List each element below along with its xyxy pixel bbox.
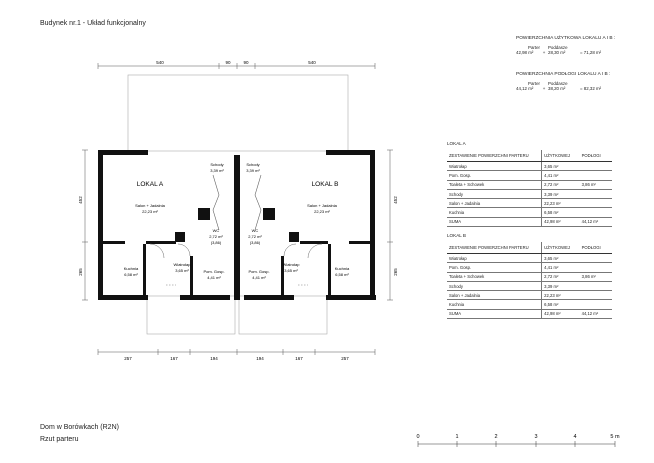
table-row <box>447 263 612 272</box>
cell: SUMA <box>447 217 542 226</box>
cell: 3,65 m² <box>542 162 580 171</box>
floor-col1: Parter <box>528 80 540 86</box>
cell: 44,12 m² <box>580 217 612 226</box>
cell: Pom. Gosp. <box>447 171 542 180</box>
table-row <box>447 189 612 198</box>
table-lokal-b <box>447 233 612 319</box>
table-b-header-3: PODŁOGI <box>580 242 612 254</box>
cell: 42,98 m² <box>542 217 580 226</box>
kuchnia-a-label: Kuchnia <box>123 266 139 271</box>
cell: 4,41 m² <box>542 171 580 180</box>
sheet-title: Budynek nr.1 - Układ funkcjonalny <box>40 20 146 27</box>
lokal-b-label: LOKAL B <box>311 181 339 188</box>
table-row <box>447 281 612 290</box>
wc-b-floor: (3,86) <box>249 240 261 245</box>
wc-b-area: 2,72 m² <box>248 234 262 239</box>
scale-tick-3: 3 <box>534 434 538 440</box>
cell <box>580 300 612 309</box>
roof-outline <box>128 75 348 151</box>
dim-bottom-3: 194 <box>210 356 218 361</box>
dimension-bottom <box>98 349 375 355</box>
cell: Kuchnia <box>447 300 542 309</box>
scale-bar <box>418 441 615 447</box>
cell <box>580 291 612 300</box>
cell: 3,86 m² <box>580 272 612 281</box>
table-a-header-1: ZESTAWIENIE POWIERZCHNI PARTERU <box>447 150 542 162</box>
floor-v2: 38,20 m² <box>548 86 566 92</box>
cell <box>580 189 612 198</box>
gosp-a-label: Pom. Gosp. <box>203 269 225 274</box>
usable-total: = 71,28 m² <box>580 50 602 56</box>
wiatrolap-b-area: 3,65 m² <box>284 268 298 273</box>
cell: Wiatrołap <box>447 254 542 263</box>
scale-tick-0: 0 <box>416 434 420 440</box>
wiatrolap-a-area: 3,65 m² <box>175 268 189 273</box>
kuchnia-b-area: 6,58 m² <box>335 272 349 277</box>
cell <box>580 162 612 171</box>
table-b-caption: LOKAL B <box>447 233 466 238</box>
schody-b-area: 3,39 m² <box>246 168 260 173</box>
cell: 3,86 m² <box>580 180 612 189</box>
cell: 22,23 m² <box>542 291 580 300</box>
table-row <box>447 272 612 281</box>
table-a-header-3: PODŁOGI <box>580 150 612 162</box>
wiatrolap-a-label: Wiatrołap <box>173 262 191 267</box>
usable-v2: 28,30 m² <box>548 50 566 56</box>
scale-tick-5: 5 m <box>610 434 620 440</box>
schody-a-label: Schody <box>210 162 224 167</box>
cell: 2,72 m² <box>542 180 580 189</box>
cell: Toaleta + Schowek <box>447 272 542 281</box>
wc-a-area: 2,72 m² <box>209 234 223 239</box>
dim-bottom-2: 167 <box>170 356 178 361</box>
gosp-a-area: 4,41 m² <box>207 275 221 280</box>
cell: Schody <box>447 281 542 290</box>
schody-b-label: Schody <box>246 162 260 167</box>
cell: 3,39 m² <box>542 281 580 290</box>
usable-area-heading: POWIERZCHNIA UŻYTKOWA LOKALU A I B : <box>516 36 616 41</box>
cell: Kuchnia <box>447 208 542 217</box>
usable-v1: 42,98 m² <box>516 50 534 56</box>
gosp-b-label: Pom. Gosp. <box>248 269 270 274</box>
usable-op: + <box>542 50 546 56</box>
salon-b-label: Salon + Jadalnia <box>307 203 337 208</box>
cell <box>580 263 612 272</box>
cell: 22,23 m² <box>542 199 580 208</box>
usable-col1: Parter <box>528 44 540 50</box>
scale-tick-1: 1 <box>455 434 459 440</box>
cell <box>580 171 612 180</box>
table-row <box>447 171 612 180</box>
scale-tick-4: 4 <box>573 434 577 440</box>
dim-top-2: 90 <box>225 60 231 65</box>
floor-v1: 44,12 m² <box>516 86 534 92</box>
dim-bottom-6: 257 <box>341 356 349 361</box>
table-row <box>447 180 612 189</box>
cell: 6,58 m² <box>542 300 580 309</box>
dim-top-3: 90 <box>243 60 249 65</box>
kuchnia-a-area: 6,58 m² <box>124 272 138 277</box>
drawing-name: Rzut parteru <box>40 436 79 443</box>
dim-bottom-4: 194 <box>256 356 264 361</box>
floor-area-summary <box>516 72 610 92</box>
dim-bottom-5: 167 <box>295 356 303 361</box>
table-a-caption: LOKAL A <box>447 141 466 146</box>
cell: Salon + Jadalnia <box>447 199 542 208</box>
cell <box>580 208 612 217</box>
table-a-header-2: UŻYTKOWEJ <box>542 150 580 162</box>
dim-side-left-2: 265 <box>78 268 83 276</box>
table-row <box>447 291 612 300</box>
dim-side-right-2: 265 <box>393 268 398 276</box>
cell: 3,65 m² <box>542 254 580 263</box>
dim-top-4: 540 <box>308 60 316 65</box>
cell <box>580 254 612 263</box>
table-row <box>447 162 612 171</box>
dim-side-right-1: 452 <box>393 196 398 204</box>
cell: 3,39 m² <box>542 189 580 198</box>
table-row-sum <box>447 217 612 226</box>
kuchnia-b-label: Kuchnia <box>334 266 350 271</box>
cell: 4,41 m² <box>542 263 580 272</box>
wc-a-floor: (3,86) <box>210 240 222 245</box>
cell: Pom. Gosp. <box>447 263 542 272</box>
cell: 44,12 m² <box>580 309 612 318</box>
schody-a-area: 3,39 m² <box>210 168 224 173</box>
salon-b-area: 22,23 m² <box>314 209 330 214</box>
floor-area-heading: POWIERZCHNIA PODŁOGI LOKALU A I B : <box>516 72 611 77</box>
gosp-b-area: 4,41 m² <box>252 275 266 280</box>
cell: Toaleta + Schowek <box>447 180 542 189</box>
cell: 42,98 m² <box>542 309 580 318</box>
cell: 2,72 m² <box>542 272 580 281</box>
cell: Salon + Jadalnia <box>447 291 542 300</box>
wiatrolap-b-label: Wiatrołap <box>282 262 300 267</box>
table-b-header-2: UŻYTKOWEJ <box>542 242 580 254</box>
table-row <box>447 199 612 208</box>
lokal-a-label: LOKAL A <box>136 181 164 188</box>
wc-b-label: WC <box>251 228 259 233</box>
floor-op: + <box>542 86 546 92</box>
floor-total: = 82,32 m² <box>580 86 602 92</box>
cell: SUMA <box>447 309 542 318</box>
table-lokal-a <box>447 141 612 227</box>
dim-top-1: 540 <box>156 60 164 65</box>
dim-side-left-1: 452 <box>78 196 83 204</box>
scale-tick-2: 2 <box>494 434 498 440</box>
cell <box>580 281 612 290</box>
wc-a-label: WC <box>212 228 220 233</box>
table-row-sum <box>447 309 612 318</box>
project-name: Dom w Borówkach (R2N) <box>40 424 119 431</box>
cell: 6,58 m² <box>542 208 580 217</box>
cell <box>580 199 612 208</box>
table-row <box>447 254 612 263</box>
table-row <box>447 300 612 309</box>
table-row <box>447 208 612 217</box>
salon-a-label: Salon + Jadalnia <box>135 203 165 208</box>
usable-col2: Poddasze <box>548 44 568 50</box>
floor-col2: Poddasze <box>548 80 568 86</box>
dim-bottom-1: 257 <box>124 356 132 361</box>
cell: Schody <box>447 189 542 198</box>
table-b-header-1: ZESTAWIENIE POWIERZCHNI PARTERU <box>447 242 542 254</box>
usable-area-summary <box>516 36 615 56</box>
walls <box>98 150 376 300</box>
cell: Wiatrołap <box>447 162 542 171</box>
dimension-top <box>98 63 375 69</box>
salon-a-area: 22,23 m² <box>142 209 158 214</box>
